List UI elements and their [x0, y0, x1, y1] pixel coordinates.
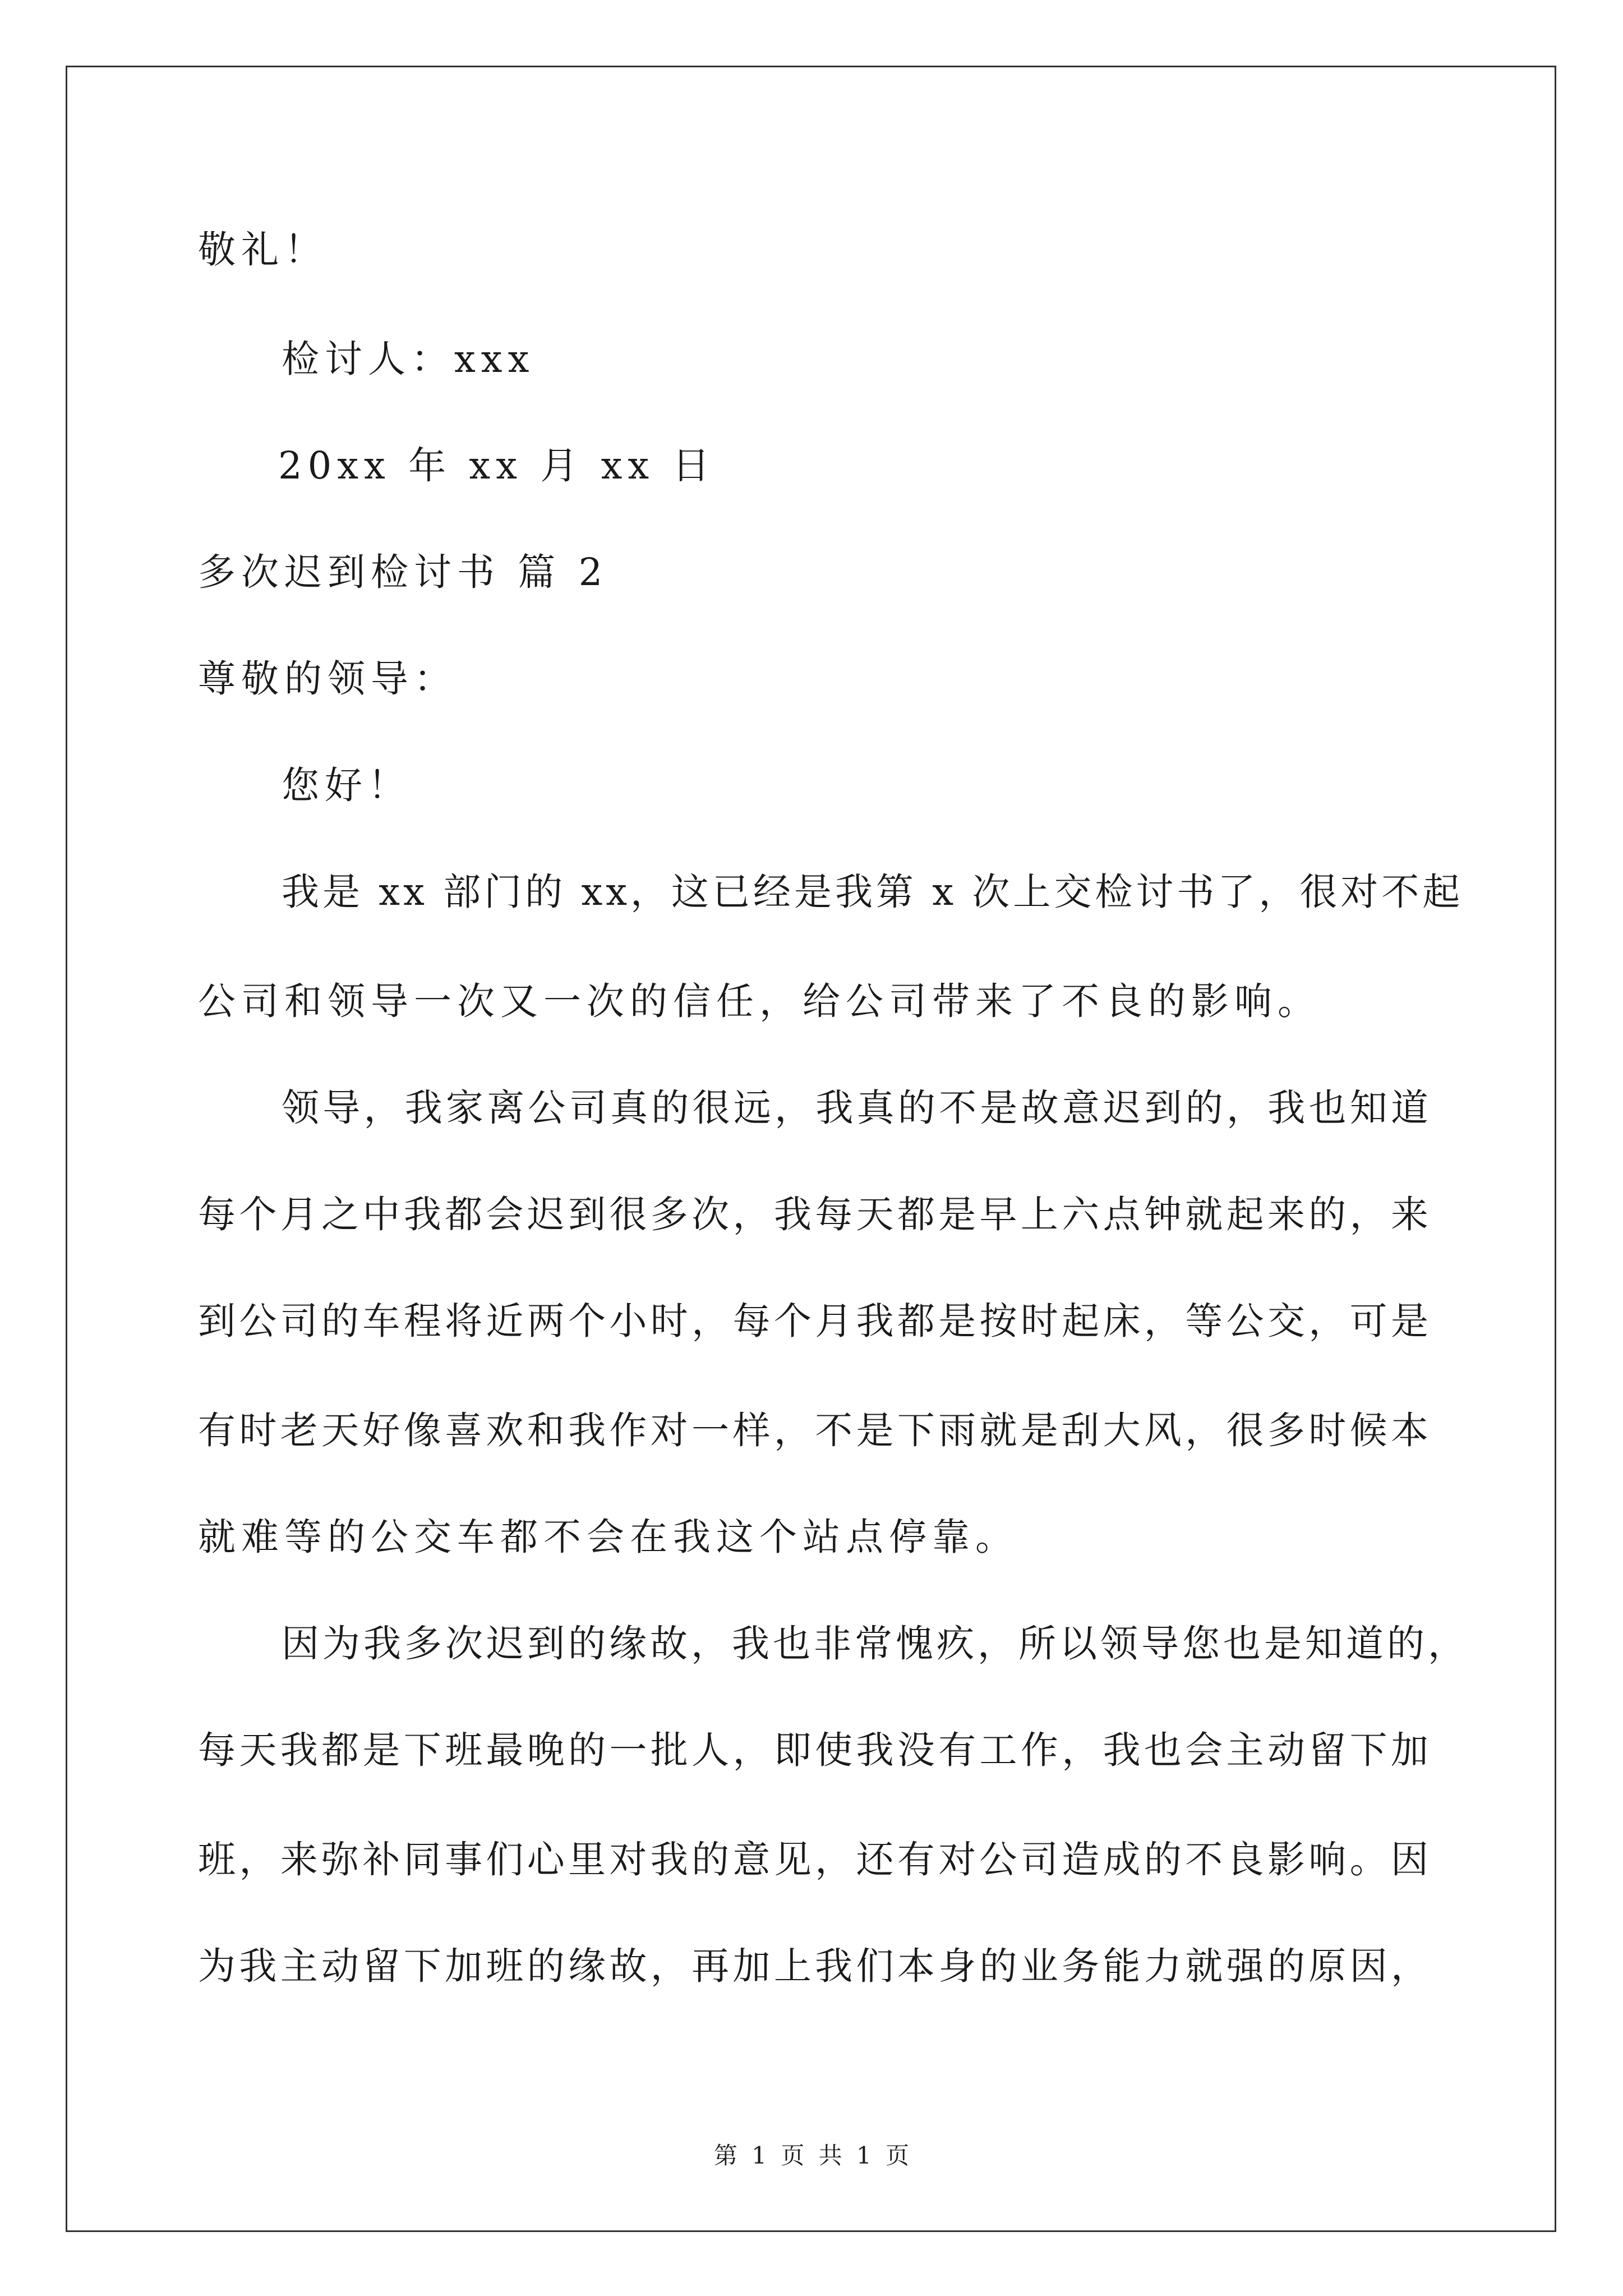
salutation-line: 尊敬的领导：	[198, 657, 457, 701]
section-title: 多次迟到检讨书 篇 2	[198, 550, 608, 594]
paragraph-line: 班，来弥补同事们心里对我的意见，还有对公司造成的不良影响。因	[198, 1838, 1432, 1881]
date-line: 20xx 年 xx 月 xx 日	[278, 444, 716, 487]
paragraph-line: 因为我多次迟到的缘故，我也非常愧疚，所以领导您也是知道的，	[282, 1622, 1469, 1665]
greeting-line: 您好！	[282, 763, 411, 807]
paragraph-line: 有时老天好像喜欢和我作对一样，不是下雨就是刮大风，很多时候本	[198, 1409, 1432, 1452]
paragraph-line: 为我主动留下加班的缘故，再加上我们本身的业务能力就强的原因，	[198, 1944, 1432, 1988]
paragraph-line: 公司和领导一次又一次的信任，给公司带来了不良的影响。	[198, 979, 1321, 1023]
page-border	[66, 66, 1556, 2232]
paragraph-line: 到公司的车程将近两个小时，每个月我都是按时起床，等公交，可是	[198, 1299, 1432, 1343]
paragraph-line: 领导，我家离公司真的很远，我真的不是故意迟到的，我也知道	[282, 1086, 1432, 1130]
paragraph-line: 每个月之中我都会迟到很多次，我每天都是早上六点钟就起来的，来	[198, 1193, 1432, 1236]
paragraph-line: 每天我都是下班最晚的一批人，即使我没有工作，我也会主动留下加	[198, 1728, 1432, 1772]
signer-line: 检讨人：xxx	[282, 337, 535, 381]
closing-line: 敬礼！	[198, 228, 328, 272]
paragraph-line: 我是 xx 部门的 xx，这已经是我第 x 次上交检讨书了，很对不起	[282, 870, 1464, 914]
page-indicator: 第 1 页 共 1 页	[713, 2142, 910, 2169]
paragraph-line: 就难等的公交车都不会在我这个站点停靠。	[198, 1515, 1018, 1559]
